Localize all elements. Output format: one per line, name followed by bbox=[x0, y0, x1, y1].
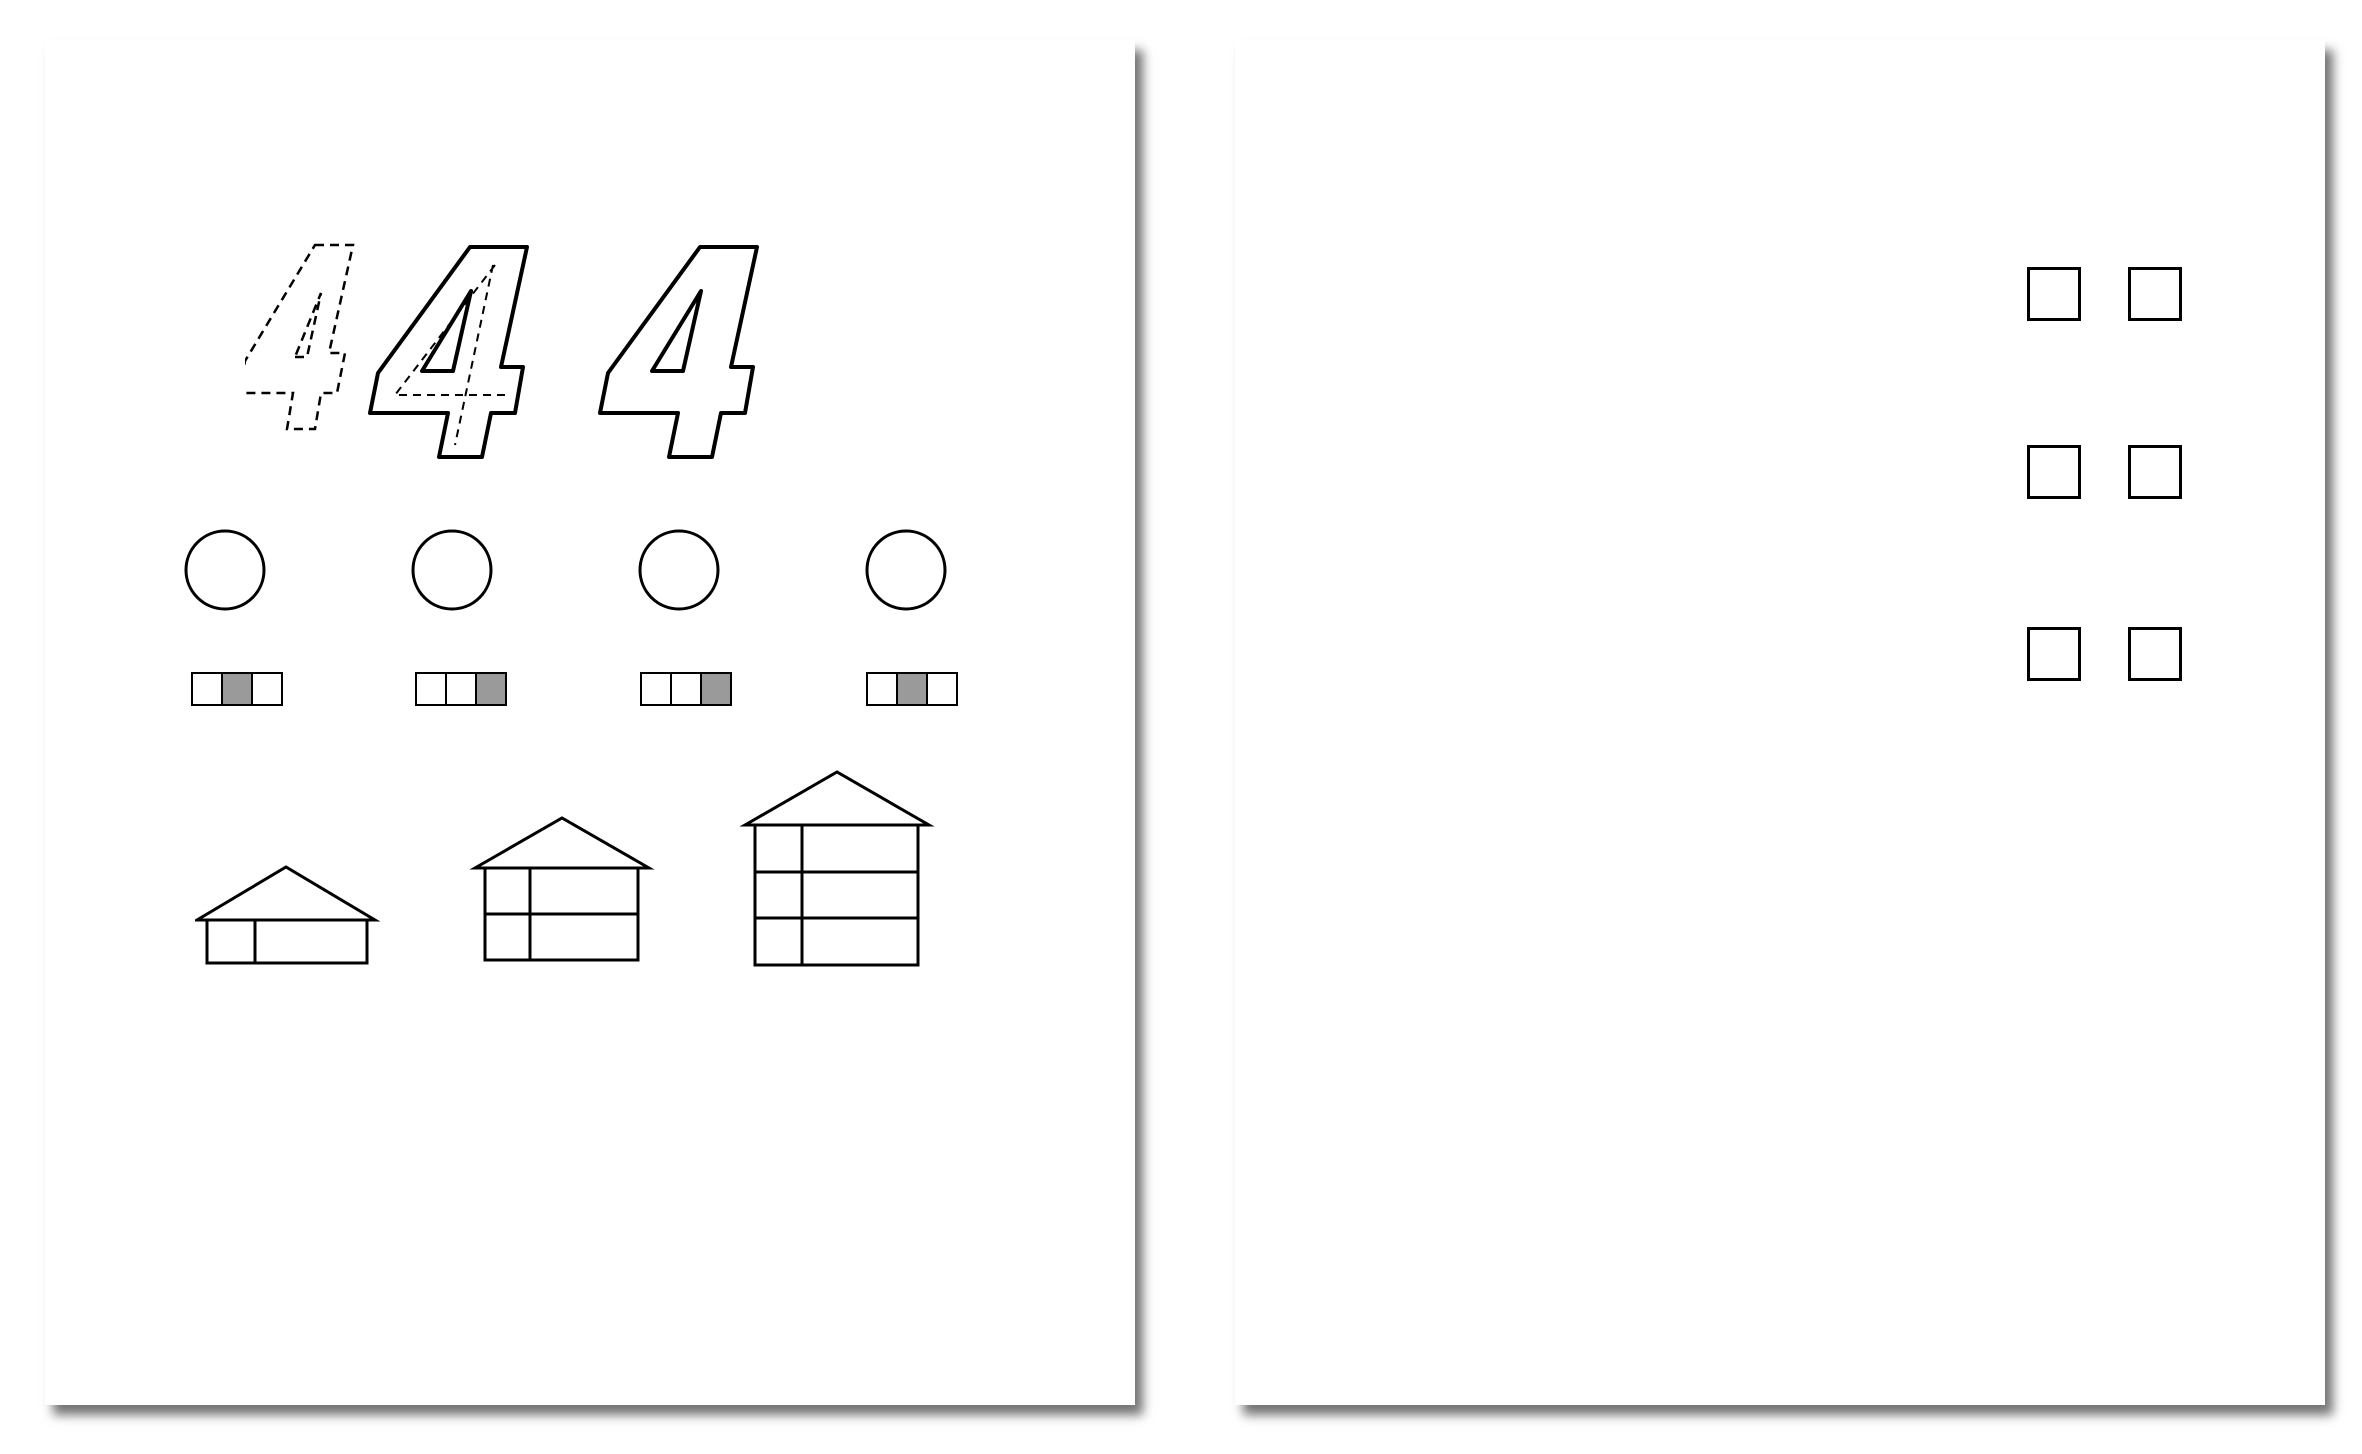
task2-circles bbox=[175, 520, 1015, 620]
topic-heading bbox=[155, 128, 165, 166]
example-left-box bbox=[2027, 267, 2081, 321]
outlined-four-empty bbox=[600, 247, 757, 457]
task6-picture-rows bbox=[1335, 170, 2335, 730]
number-cell bbox=[866, 672, 898, 706]
left-page bbox=[45, 40, 1135, 1405]
answer-circle[interactable] bbox=[413, 531, 491, 609]
empty-cell[interactable] bbox=[896, 672, 928, 706]
dashed-four bbox=[245, 245, 353, 429]
example-right-box bbox=[2128, 267, 2182, 321]
answer-circle[interactable] bbox=[640, 531, 718, 609]
task1-digit-fours bbox=[245, 225, 965, 485]
house-2 bbox=[197, 867, 375, 963]
task3-group-3 bbox=[642, 672, 732, 706]
number-cell bbox=[640, 672, 672, 706]
task4-houses bbox=[195, 745, 995, 1015]
outlined-four-with-guide bbox=[370, 247, 527, 457]
number-cell bbox=[670, 672, 702, 706]
task3-group-2 bbox=[417, 672, 507, 706]
house-4 bbox=[745, 772, 929, 965]
number-cell bbox=[415, 672, 447, 706]
task3-group-4 bbox=[868, 672, 958, 706]
answer-box[interactable] bbox=[2128, 445, 2182, 499]
empty-cell[interactable] bbox=[700, 672, 732, 706]
answer-box[interactable] bbox=[2128, 627, 2182, 681]
number-cell bbox=[445, 672, 477, 706]
answer-circle[interactable] bbox=[867, 531, 945, 609]
equation-grid[interactable] bbox=[1831, 983, 2231, 1263]
answer-box[interactable] bbox=[2027, 445, 2081, 499]
dictation-grid[interactable] bbox=[145, 1082, 1005, 1257]
right-page bbox=[1235, 40, 2325, 1405]
empty-cell[interactable] bbox=[221, 672, 253, 706]
empty-cell[interactable] bbox=[475, 672, 507, 706]
number-cell bbox=[251, 672, 283, 706]
house-3 bbox=[475, 818, 649, 960]
task3-group-1 bbox=[193, 672, 283, 706]
answer-circle[interactable] bbox=[186, 531, 264, 609]
number-cell bbox=[926, 672, 958, 706]
answer-box[interactable] bbox=[2027, 627, 2081, 681]
bead-necklace[interactable] bbox=[1335, 705, 2335, 955]
number-cell bbox=[191, 672, 223, 706]
